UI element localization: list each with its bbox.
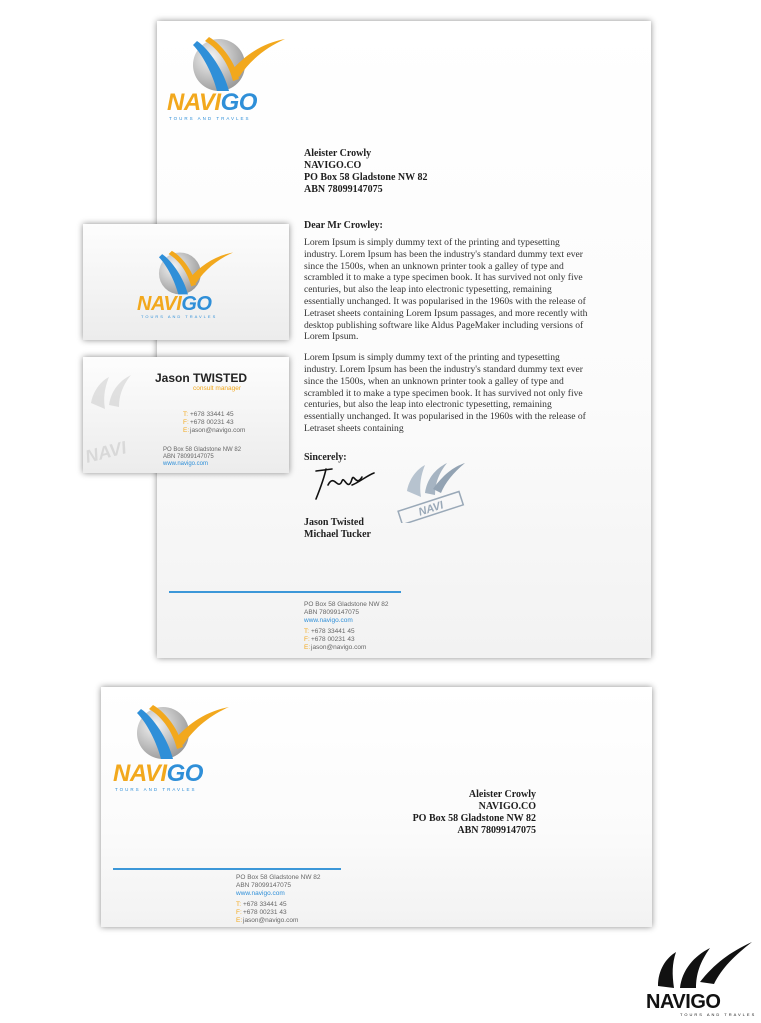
card-email: jason@navigo.com	[190, 427, 246, 434]
envelope-recipient-address: PO Box 58 Gladstone NW 82	[412, 813, 536, 824]
card-website: www.navigo.com	[163, 461, 209, 467]
letter-signer-1: Jason Twisted	[304, 517, 364, 528]
letter-paragraph-1: Lorem Ipsum is simply dummy text of the printing and typesetting industry. Lorem Ipsum has been the industry's standard dummy text ever since the 1500s, when an unknown printer took a galley of type and scrambled it to make a type specimen book. It has survived not only five centuries, but also the leap into electronic typesetting, remaining essentially unchanged. It was popularised in the 1960s with the release of Letraset sheets containing Lorem Ipsum passages, and more recently with desktop publishing software like Aldus PageMaker including versions of Lorem Ipsum.	[304, 237, 588, 343]
footer-f-label: F:	[304, 636, 310, 643]
recipient-abn: ABN 78099147075	[304, 184, 383, 195]
envelope-footer	[236, 874, 321, 925]
card-fax: +678 00231 43	[190, 419, 234, 426]
card-f-label: F:	[183, 419, 189, 426]
card-brand-name: NAVIGO	[137, 293, 212, 315]
letter-salutation: Dear Mr Crowley:	[304, 220, 383, 231]
card-contacts	[183, 411, 245, 435]
footer-fax: +678 00231 43	[311, 636, 355, 643]
navigo-globe-swoosh-icon	[179, 31, 289, 93]
letterhead-logo	[167, 31, 297, 121]
footer-e-label: E:	[304, 644, 311, 651]
letterhead-tagline: TOURS AND TRAVLES	[169, 116, 251, 121]
card-phone: +678 33441 45	[190, 411, 234, 418]
navigo-stamp	[395, 451, 467, 523]
navigo-globe-swoosh-icon	[147, 246, 237, 296]
envelope-recipient-abn: ABN 78099147075	[457, 825, 536, 836]
corner-logo	[640, 936, 756, 1020]
env-footer-fax: +678 00231 43	[243, 909, 287, 916]
footer-email: jason@navigo.com	[311, 644, 367, 651]
letter-paragraph-2: Lorem Ipsum is simply dummy text of the printing and typesetting industry. Lorem Ipsum has been the industry's standard dummy text ever since the 1500s, when an unknown printer took a galley of type and scrambled it to make a type specimen book. It has survived not only five centuries, but also the leap into electronic typesetting, remaining essentially unchanged. It was popularised in the 1960s with the release of Letraset sheets containing	[304, 352, 586, 434]
footer-address: PO Box 58 Gladstone NW 82	[304, 601, 389, 608]
letter-signer-2: Michael Tucker	[304, 529, 371, 540]
env-footer-phone: +678 33441 45	[243, 901, 287, 908]
footer-abn: ABN 78099147075	[304, 609, 359, 616]
env-footer-address: PO Box 58 Gladstone NW 82	[236, 874, 321, 881]
navigo-stamp-icon	[395, 451, 467, 523]
business-card-front	[83, 224, 289, 340]
card-job-title: consult manager	[193, 385, 242, 392]
card-address: PO Box 58 Gladstone NW 82	[163, 447, 242, 453]
watermark-text: NAVI	[83, 437, 129, 467]
card-e-label: E:	[183, 427, 190, 434]
recipient-company: NAVIGO.CO	[304, 160, 362, 171]
envelope-recipient	[413, 789, 536, 837]
footer-website: www.navigo.com	[304, 617, 353, 624]
envelope-recipient-name: Aleister Crowly	[468, 789, 536, 800]
env-footer-e-label: E:	[236, 917, 243, 924]
stamp-text: NAVI	[417, 499, 445, 519]
card-person-name	[155, 371, 247, 385]
recipient-address: PO Box 58 Gladstone NW 82	[304, 172, 428, 183]
env-footer-t-label: T:	[236, 901, 242, 908]
navigo-monochrome-logo-icon	[644, 936, 754, 992]
card-last-name: TWISTED	[193, 371, 247, 385]
env-footer-email: jason@navigo.com	[243, 917, 299, 924]
footer-t-label: T:	[304, 628, 310, 635]
signature-image	[312, 463, 382, 503]
env-footer-website: www.navigo.com	[236, 890, 285, 897]
card-tagline: TOURS AND TRAVLES	[141, 314, 218, 319]
recipient-name: Aleister Crowly	[304, 148, 372, 159]
corner-brand-name: NAVIGO	[646, 991, 721, 1013]
card-t-label: T:	[183, 411, 189, 418]
letterhead-footer-rule	[169, 591, 401, 593]
env-footer-abn: ABN 78099147075	[236, 882, 291, 889]
env-footer-f-label: F:	[236, 909, 242, 916]
envelope	[101, 687, 652, 927]
card-abn: ABN 78099147075	[163, 454, 214, 460]
letter-body	[304, 237, 590, 435]
navigo-globe-swoosh-icon	[123, 699, 233, 761]
business-card-back	[83, 357, 289, 473]
envelope-recipient-company: NAVIGO.CO	[478, 801, 536, 812]
letter-closing: Sincerely:	[304, 452, 347, 463]
letterhead-footer	[304, 601, 389, 652]
envelope-brand-name: NAVIGO	[113, 760, 203, 787]
footer-phone: +678 33441 45	[311, 628, 355, 635]
letterhead-brand-name: NAVIGO	[167, 89, 257, 116]
card-address-block	[163, 447, 241, 468]
corner-tagline: TOURS AND TRAVLES	[680, 1012, 757, 1017]
card-first-name: Jason	[154, 371, 190, 385]
envelope-footer-rule	[113, 868, 341, 870]
letterhead-recipient	[304, 148, 427, 196]
envelope-tagline: TOURS AND TRAVLES	[115, 787, 197, 792]
